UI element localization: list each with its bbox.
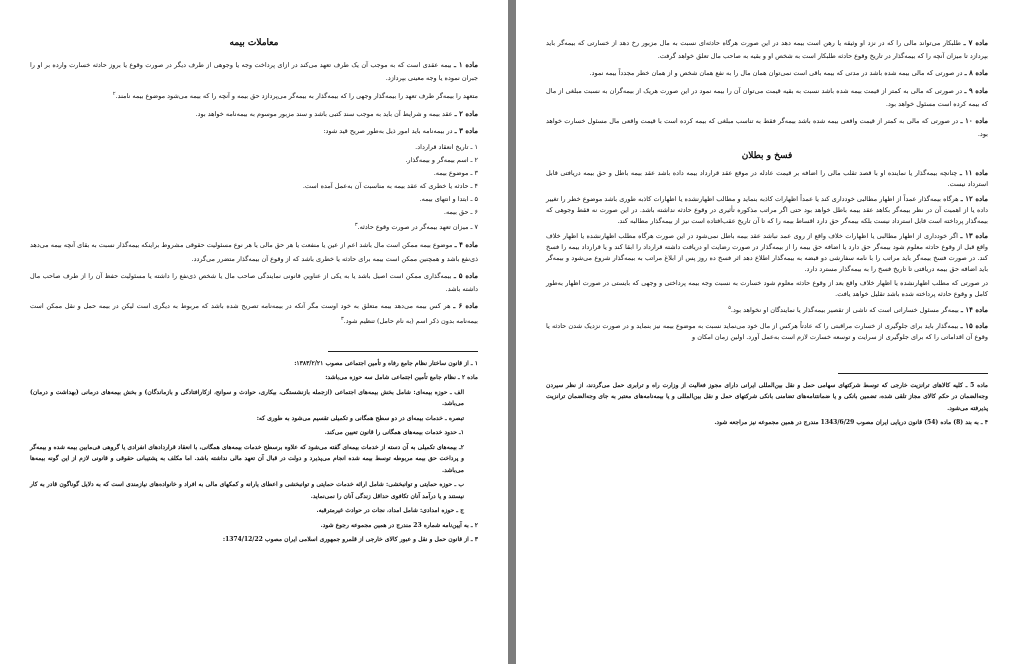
footnote-divider bbox=[838, 373, 988, 374]
footnote: ۱ ـ از قانون ساختار نظام جامع رفاه و تأمین اجتماعی مصوب ۱۳۸۳/۲/۲۱: bbox=[294, 359, 478, 367]
list-item: ۳ ـ موضوع بیمه. bbox=[433, 169, 478, 178]
footnote: الف ـ حوزه بیمه‌ای: شامل بخش بیمه‌های اجتماعی (ازجمله بازنشستگی، بیکاری، حوادث و سوانح، ازکارافتادگی و بازماندگان) و بخش بیمه‌های درمانی (بهداشت و درمان) می‌باشد. bbox=[30, 388, 464, 408]
article bbox=[546, 303, 988, 316]
article-text: طلبکار می‌تواند مالی را که در نزد او وثیقه یا رهن است بیمه دهد در این صورت هرگاه حادثه‌ای نسبت به مال مزبور رخ دهد از خسارتی که بیمه‌گر باید بپردازد تا میزان آنچه را که بیمه‌گذار در تاریخ وقوع حادثه طلبکار است به شخص او و بقیه به صاحب مال تعلق خواهد گرفت. bbox=[546, 39, 988, 61]
article-text: بیمه‌گذار باید برای جلوگیری از خسارت مراقبتی را که عادتاً هرکس از مال خود می‌نماید نسبت به موضوع بیمه نیز بنماید و در صورت نزدیک شدن حادثه یا وقوع آن اقداماتی را که برای جلوگیری از سرایت و توسعه خسارت لازم است به‌عمل آورد. اولین زمان امکان و bbox=[546, 321, 988, 341]
article bbox=[30, 124, 478, 138]
article bbox=[30, 238, 478, 265]
list-item: ۲ ـ اسم بیمه‌گر و بیمه‌گذار. bbox=[405, 156, 478, 165]
article-text: چنانچه بیمه‌گذار یا نماینده او با قصد تقلب مالی را اضافه بر قیمت عادله در موقع عقد قرارداد بیمه داده باشد عقد بیمه باطل و حق بیمه دریافتی قابل استرداد نیست. bbox=[546, 169, 988, 189]
article-text: هرگاه بیمه‌گذار عمداً از اظهار مطالبی خودداری کند یا عمداً اظهارات کاذبه بنماید و مطالب اظهارنشده یا اظهارات کاذبه طوری باشد موضوع خطر را تغییر داده یا از اهمیت آن در نظر بیمه‌گر بکاهد عقد بیمه باطل خواهد بود حتی اگر مراتب مذکوره تأثیری در وقوع حادثه نداشته باشد. در این صورت نه فقط وجوهی که بیمه‌گذار پرداخته است قابل استرداد نیست بلکه بیمه‌گر حق دارد اقساط بیمه را که تا آن تاریخ عقب‌افتاده است نیز از بیمه‌گذار مطالبه کند. bbox=[546, 195, 988, 226]
article bbox=[30, 107, 478, 121]
right-page bbox=[516, 0, 1024, 664]
article bbox=[546, 167, 988, 190]
list-item: ۴ ـ حادثه یا خطری که عقد بیمه به مناسبت آن به‌عمل آمده است. bbox=[302, 182, 478, 191]
article bbox=[30, 269, 478, 296]
article bbox=[546, 114, 988, 141]
section-title: معاملات بیمه bbox=[229, 38, 279, 48]
article-text: در بیمه‌نامه باید امور ذیل به‌طور صریح قید شود: bbox=[323, 126, 453, 135]
article bbox=[546, 278, 988, 300]
article-label: ماده ۱۳ ـ bbox=[960, 231, 988, 241]
footnote: ۲ ـ به آیین‌نامه شماره 23 مندرج در همین مجموعه رجوع شود. bbox=[320, 521, 478, 529]
section-title: فسخ و بطلان bbox=[741, 151, 793, 162]
footnote: ۱ـ حدود خدمات بیمه‌های همگانی را قانون تعیین می‌کند. bbox=[324, 429, 464, 437]
article-label: ماده ۱۱ ـ bbox=[959, 168, 988, 178]
article-label: ماده ۴ ـ bbox=[454, 240, 478, 250]
list-item-text: ۷ ـ میزان تعهد بیمه‌گر در صورت وقوع حادثه. bbox=[357, 223, 478, 232]
article-label: ماده ۱۰ ـ bbox=[960, 116, 988, 126]
article-label: ماده ۱ ـ bbox=[454, 60, 479, 69]
list-item: ۶ ـ حق بیمه. bbox=[443, 208, 478, 217]
article bbox=[546, 193, 988, 227]
article-label: ماده ۱۴ ـ bbox=[960, 305, 988, 315]
article bbox=[546, 84, 988, 111]
article-label: ماده ۵ ـ bbox=[453, 270, 478, 280]
article-text: هر کس بیمه می‌دهد بیمه متعلق به خود اوست مگر آنکه در بیمه‌نامه تصریح شده باشد که مربوط به دیگری است لیکن در بیمه حمل و نقل ممکن است بیمه‌نامه بدون ذکر اسم (به نام حامل) تنظیم شود. bbox=[30, 302, 478, 326]
footnote: تبصره ـ خدمات بیمه‌ای در دو سطح همگانی و تکمیلی تقسیم می‌شود به طوری که: bbox=[256, 414, 464, 422]
article bbox=[30, 88, 478, 103]
article-label: ماده ۶ ـ bbox=[453, 301, 478, 311]
article-label: ماده ۷ ـ bbox=[963, 38, 988, 47]
article bbox=[30, 58, 478, 85]
article bbox=[546, 66, 988, 80]
footnote: ۴ ـ به بند (8) ماده (54) قانون دریایی ایران مصوب 1343/6/29 مندرج در همین مجموعه نیز مراجعه شود. bbox=[714, 419, 988, 427]
article-text: بیمه عقدی است که به موجب آن یک طرف تعهد می‌کند در ازای پرداخت وجه یا وجوهی از طرف دیگر در صورت وقوع یا بروز حادثه خسارت وارده بر او را جبران نموده یا وجه معینی بپردازد. bbox=[30, 61, 478, 83]
article bbox=[546, 230, 988, 275]
article-text: اگر خودداری از اظهار مطالبی یا اظهارات خلاف واقع از روی عمد نباشد عقد بیمه باطل نمی‌شود در این صورت هرگاه مطلب اظهارنشده یا اظهار خلاف واقع قبل از وقوع حادثه معلوم شود بیمه‌گر حق دارد یا اضافه حق بیمه را از بیمه‌گذار در صورت رضایت او دریافت داشته قرارداد را ابقا کند و یا قرارداد بیمه را فسخ کند. در صورت فسخ بیمه‌گر باید مراتب را با نامه سفارشی دو قبضه به بیمه‌گذار اطلاع دهد اثر فسخ ده روز پس از ابلاغ مراتب به بیمه‌گذار شروع می‌شود و بیمه‌گر باید اضافه حق بیمه دریافتی تا تاریخ فسخ را به بیمه‌گذار مسترد دارد. bbox=[546, 232, 988, 274]
article-text: بیمه‌گر مسئول خساراتی است که ناشی از تقصیر بیمه‌گذار یا نمایندگان او نخواهد بود. bbox=[730, 306, 959, 315]
list-item: ۱ ـ تاریخ انعقاد قرارداد. bbox=[415, 143, 478, 152]
article-text: در صورتی که مالی به کمتر از قیمت بیمه شده باشد نسبت به بقیه قیمت می‌توان آن را بیمه نمود در این صورت هریک از بیمه‌گران به نسبت مبلغی از مال که بیمه کرده است مسئول خواهد بود. bbox=[546, 86, 988, 108]
footnote-marker: ۳ bbox=[354, 222, 358, 229]
article-text: متعهد را بیمه‌گر طرف تعهد را بیمه‌گذار وجهی را که بیمه‌گذار به بیمه‌گر می‌پردازد حق بیمه و آنچه را که بیمه می‌شود موضوع بیمه نامند. bbox=[115, 92, 478, 101]
list-item bbox=[30, 219, 478, 234]
article bbox=[546, 36, 988, 63]
footnote: ۲ـ بیمه‌های تکمیلی به آن دسته از خدمات بیمه‌ای گفته می‌شود که علاوه برسطح خدمات بیمه‌های همگانی، با انعقاد قراردادهای انفرادی یا گروهی فی‌مابین بیمه شده و بیمه‌گر و پرداخت حق بیمه مربوطه توسط بیمه شده انجام می‌پذیرد و دولت در قبال آن تعهد مالی نداشته باشد. اما مکلف به پشتیبانی حقوقی و قانونی لازم از این گونه بیمه‌ها می‌باشد. bbox=[30, 443, 464, 474]
article bbox=[30, 299, 478, 329]
article-label: ماده ۹ ـ bbox=[964, 85, 988, 95]
article-label: ماده ۸ ـ bbox=[964, 68, 988, 78]
footnote-marker: ۳ bbox=[340, 316, 344, 323]
article-text: عقد بیمه و شرایط آن باید به موجب سند کتبی باشد و سند مزبور موسوم به بیمه‌نامه خواهد بود. bbox=[195, 109, 453, 118]
article bbox=[546, 320, 988, 343]
article-label: ماده ۱۲ ـ bbox=[960, 194, 988, 204]
article-text: بیمه‌گذاری ممکن است اصیل باشد یا به یکی از عناوین قانونی نمایندگی صاحب مال یا شخص ذی‌نفع را داشته یا مسئولیت حفظ آن را از طرف صاحب مال داشته باشد. bbox=[30, 271, 478, 293]
article-items-list bbox=[30, 141, 478, 234]
article-text: در صورتی که مطلب اظهارنشده یا اظهار خلاف واقع بعد از وقوع حادثه معلوم شود خسارت به نسبت وجه بیمه پرداختی و وجهی که بایستی در صورت اظهار به‌طور کامل و وقوع حادثه پرداخته شده باشد تقلیل خواهد یافت. bbox=[546, 279, 988, 299]
footnote-marker: ۲ bbox=[112, 91, 116, 98]
footnote: ماده 5 ـ کلیه کالاهای ترانزیت خارجی که توسط شرکتهای سهامی حمل و نقل بین‌المللی ایرانی دارای مجوز فعالیت از وزارت راه و ترابری حمل می‌گردند، از نظر سیردن وجه‌الضمان در حکم کالای مجاز تلقی شده، تضمین بانکی و یا ضمانتنامه‌های تضامنی بانکی شرکتهای حمل و نقل بین‌المللی و یا بیمه‌نامه‌های معتبر به جای وجه‌الضمان ترانزیت پذیرفته می‌شود. bbox=[546, 381, 988, 412]
article-label: ماده ۲ ـ bbox=[454, 108, 478, 118]
footnote-divider bbox=[328, 351, 478, 352]
list-item: ۵ ـ ابتدا و انتهای بیمه. bbox=[419, 195, 478, 204]
left-page bbox=[0, 0, 508, 664]
article-label: ماده ۳ ـ bbox=[454, 125, 478, 135]
article-text: در صورتی که مالی به کمتر از قیمت واقعی بیمه شده باشد بیمه‌گر فقط به تناسب مبلغی که بیمه کرده است با قیمت واقعی مال مسئول خسارت خواهد بود. bbox=[546, 117, 988, 139]
article-text: در صورتی که مالی بیمه شده باشد در مدتی که بیمه باقی است نمی‌توان همان مال را به نفع همان شخص و از همان خطر مجدداً بیمه نمود. bbox=[589, 69, 963, 78]
footnote: ۳ ـ از قانون حمل و نقل و عبور کالای خارجی از قلمرو جمهوری اسلامی ایران مصوب 1374/12/22: bbox=[222, 536, 478, 544]
article-text: موضوع بیمه ممکن است مال باشد اعم از عین یا منفعت یا هر حق مالی یا هر نوع مسئولیت حقوقی مشروط براینکه بیمه‌گذار نسبت به بقای آنچه بیمه می‌دهد ذی‌نفع باشد و همچنین ممکن است بیمه برای حادثه یا خطری باشد که از وقوع آن بیمه‌گذار متضرر می‌گردد. bbox=[30, 241, 478, 263]
article-label: ماده ۱۵ ـ bbox=[960, 320, 988, 330]
footnote: ج ـ حوزه امدادی: شامل امداد، نجات در حوادث غیرمترقبه. bbox=[316, 507, 464, 515]
footnote: ب ـ حوزه حمایتی و توانبخشی: شامل ارائه خدمات حمایتی و توانبخشی و اعطای یارانه و کمکهای مالی به افراد و خانواده‌های نیازمندی است که به دلایل گوناگون قادر به کار نیستند و یا درآمد آنان تکافوی حداقل زندگی آنان را نمی‌نماید. bbox=[30, 481, 464, 500]
footnote-marker: ۵ bbox=[728, 305, 731, 312]
footnote: ماده ۲ ـ نظام جامع تأمین اجتماعی شامل سه حوزه می‌باشد: bbox=[325, 374, 478, 382]
